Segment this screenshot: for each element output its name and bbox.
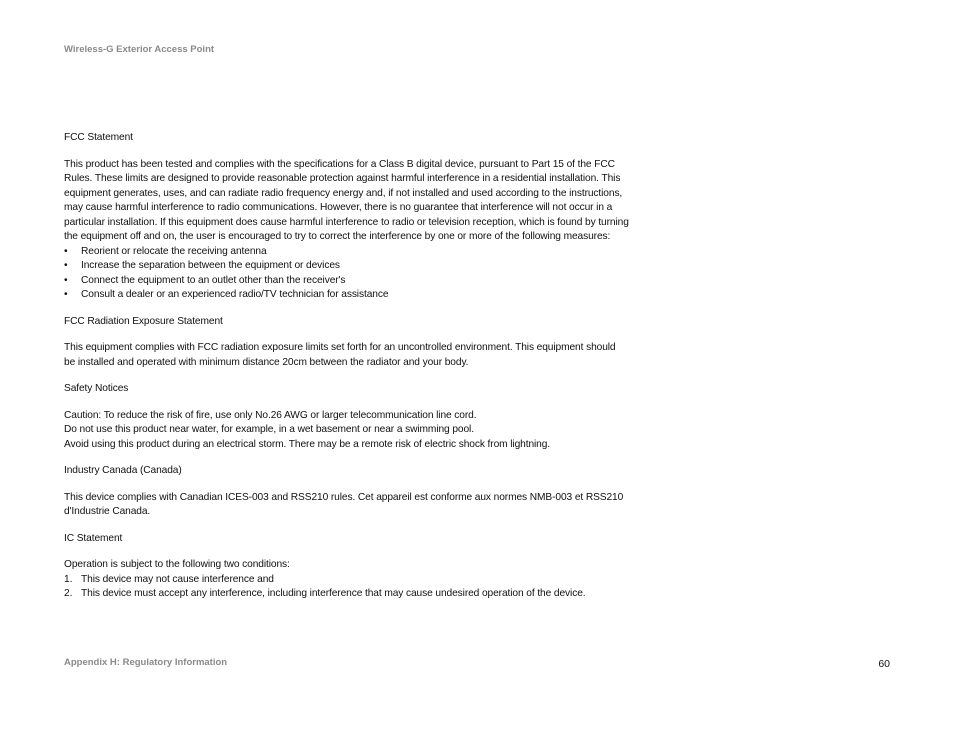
fcc-statement-heading: FCC Statement: [64, 132, 133, 143]
radiation-exposure-heading: FCC Radiation Exposure Statement: [64, 315, 223, 327]
fcc-measures-list: [64, 245, 629, 303]
safety-notice-line: Avoid using this product during an electrical storm. There may be a remote risk of electric shock from lightning.: [64, 438, 551, 450]
list-item-text: Consult a dealer or an experienced radio/TV technician for assistance: [81, 289, 389, 300]
list-item-text: Reorient or relocate the receiving antenna: [81, 245, 267, 257]
safety-notices-heading: Safety Notices: [64, 383, 129, 394]
bullet-marker: •: [64, 289, 68, 300]
safety-notice-line: Caution: To reduce the risk of fire, use only No.26 AWG or larger telecommunication line cord.: [64, 409, 477, 421]
page-number: 60: [878, 658, 890, 670]
running-header: Wireless-G Exterior Access Point: [64, 44, 215, 55]
radiation-exposure-body: This equipment complies with FCC radiation exposure limits set forth for an uncontrolled environment. This equipment should be installed and operated with minimum distance 20cm between the radiator and your body.: [64, 342, 616, 368]
bullet-marker: •: [64, 274, 68, 286]
spacer: [64, 546, 629, 558]
industry-canada-heading: Industry Canada (Canada): [64, 465, 182, 476]
spacer: [64, 146, 629, 158]
list-item: [64, 259, 629, 274]
list-item-text: Increase the separation between the equipment or devices: [81, 260, 340, 271]
list-item-text: This device may not cause interference and: [81, 573, 274, 585]
spacer: [64, 479, 629, 491]
spacer: [64, 303, 629, 315]
industry-canada-body: This device complies with Canadian ICES-003 and RSS210 rules. Cet appareil est conforme aux normes NMB-003 et RSS210 d'Industrie Canada.: [64, 491, 624, 517]
ic-statement-intro: Operation is subject to the following two conditions:: [64, 559, 290, 570]
spacer: [64, 520, 629, 532]
list-item: [64, 274, 629, 289]
list-item: [64, 245, 629, 260]
running-footer: Appendix H: Regulatory Information: [64, 657, 228, 668]
number-marker: 2.: [64, 588, 73, 599]
spacer: [64, 329, 629, 341]
list-item: [64, 573, 629, 588]
spacer: [64, 452, 629, 464]
document-body: [64, 131, 629, 602]
bullet-marker: •: [64, 245, 68, 257]
ic-conditions-list: [64, 573, 629, 602]
ic-statement-heading: IC Statement: [64, 532, 123, 544]
list-item: [64, 288, 629, 303]
bullet-marker: •: [64, 260, 68, 271]
list-item-text: This device must accept any interference, including interference that may cause undesired operation of the device.: [81, 588, 586, 599]
spacer: [64, 397, 629, 409]
fcc-statement-body: This product has been tested and complies with the specifications for a Class B digital device, pursuant to Part 15 of the FCC Rules. These limits are designed to provide reasonable protection against harmful interference in a residential installation. This equipment generates, uses, and can radiate radio frequency energy and, if not installed and used according to the instructions, may cause harmful interference to radio communications. However, there is no guarantee that interference will not occur in a particular installation. If this equipment does cause harmful interference to radio or television reception, which is found by turning the equipment off and on, the user is encouraged to try to correct the interference by one or more of the following measures:: [64, 158, 629, 242]
number-marker: 1.: [64, 573, 73, 585]
list-item-text: Connect the equipment to an outlet other than the receiver's: [81, 274, 346, 286]
list-item: [64, 587, 629, 602]
spacer: [64, 370, 629, 382]
safety-notice-line: Do not use this product near water, for example, in a wet basement or near a swimming pool.: [64, 424, 474, 435]
